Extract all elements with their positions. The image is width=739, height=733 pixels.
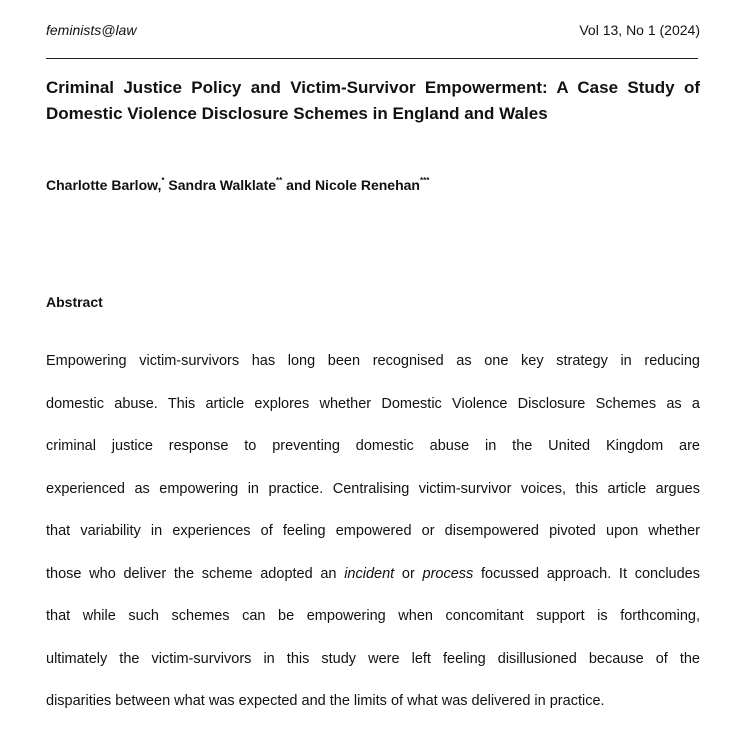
emphasis-incident: incident xyxy=(344,565,395,582)
running-header xyxy=(46,22,700,42)
volume-issue: Vol 13, No 1 (2024) xyxy=(579,22,700,38)
abstract-heading: Abstract xyxy=(46,294,103,310)
abstract-line: disparities between what was expected and the limits of what was delivered in practice. xyxy=(46,693,605,709)
abstract-line: that while such schemes can be empowering when concomitant support is forthcoming, xyxy=(46,608,700,624)
abstract-line: Empowering victim-survivors has long been recognised as one key strategy in reducing xyxy=(46,353,700,369)
abstract-line: domestic abuse. This article explores whether Domestic Violence Disclosure Schemes as a xyxy=(46,395,700,412)
abstract-line: criminal justice response to preventing domestic abuse in the United Kingdom are xyxy=(46,438,700,454)
abstract-line: that variability in experiences of feeling empowered or disempowered pivoted upon whether xyxy=(46,523,700,539)
author-name: and Nicole Renehan xyxy=(282,177,420,193)
journal-name: feminists@law xyxy=(46,22,137,38)
footnote-marker: * xyxy=(161,176,165,185)
article-page xyxy=(46,0,700,733)
abstract-body xyxy=(46,340,700,723)
author-name: Sandra Walklate xyxy=(164,177,277,193)
footnote-marker: *** xyxy=(419,176,430,185)
emphasis-process: process xyxy=(422,565,474,582)
author-name: Charlotte Barlow, xyxy=(46,177,162,193)
abstract-line: those who deliver the scheme adopted an incident or process focussed approach. It concludes xyxy=(46,565,700,582)
abstract-line: ultimately the victim-survivors in this study were left feeling disillusioned because of the xyxy=(46,650,700,667)
header-rule xyxy=(46,58,698,59)
author-list xyxy=(46,177,700,193)
article-title: Criminal Justice Policy and Victim-Survivor Empowerment: A Case Study of Domestic Violence Disclosure Schemes in England and Wales xyxy=(46,78,700,123)
abstract-line: experienced as empowering in practice. Centralising victim-survivor voices, this article argues xyxy=(46,480,700,497)
footnote-marker: ** xyxy=(276,176,283,185)
